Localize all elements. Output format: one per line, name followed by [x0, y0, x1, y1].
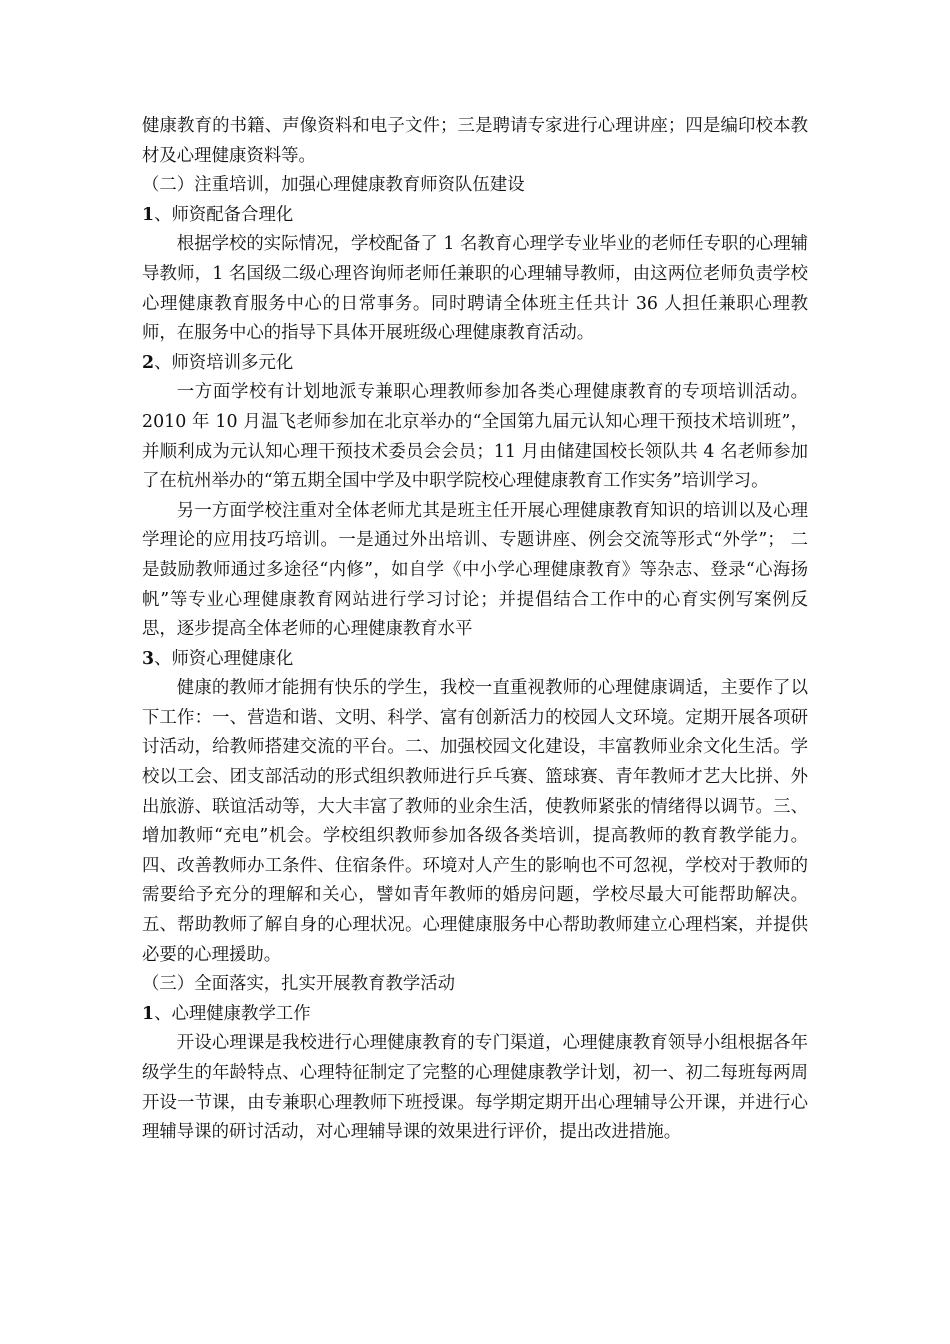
subheading-teacher-allocation [142, 201, 808, 231]
paragraph-teacher-mental-health: 健康的教师才能拥有快乐的学生，我校一直重视教师的心理健康调适，主要作了以下工作：一、营造和谐、文明、科学、富有创新活力的校园人文环境。定期开展各项研讨活动，给教师搭建交流的平台。二、加强校园文化建设，丰富教师业余文化生活。学校以工会、团支部活动的形式组织教师进行乒乓赛、篮球赛、青年教师才艺大比拼、外出旅游、联谊活动等，大大丰富了教师的业余生活，使教师紧张的情绪得以调节。三、增加教师“充电”机会。学校组织教师参加各级各类培训，提高教师的教育教学能力。四、改善教师办工条件、住宿条件。环境对人产生的影响也不可忽视，学校对于教师的需要给予充分的理解和关心，譬如青年教师的婚房问题，学校尽最大可能帮助解决。五、帮助教师了解自身的心理状况。心理健康服务中心帮助教师建立心理档案，并提供必要的心理援助。 [142, 678, 808, 965]
paragraph-training-internal: 另一方面学校注重对全体老师尤其是班主任开展心理健康教育知识的培训以及心理学理论的应用技巧培训。一是通过外出培训、专题讲座、例会交流等形式“外学”； 二是鼓励教师通过多途径“内修”，如自学《中小学心理健康教育》等杂志、登录“心海扬帆”等专业心理健康教育网站进行学习讨论；并提倡结合工作中的心育实例写案例反思，逐步提高全体老师的心理健康教育水平 [142, 500, 808, 640]
subheading-number: 2 [142, 352, 155, 373]
section-heading-2: （二）注重培训，加强心理健康教育师资队伍建设 [142, 175, 525, 196]
subheading-text: 、师资心理健康化 [154, 648, 294, 669]
subheading-teacher-mental-health [142, 645, 808, 675]
subheading-number: 1 [142, 204, 155, 225]
document-page [142, 112, 808, 1148]
section-heading-3: （三）全面落实，扎实开展教育教学活动 [142, 974, 456, 995]
subheading-text: 、师资培训多元化 [154, 352, 294, 373]
paragraph-teaching-work: 开设心理课是我校进行心理健康教育的专门渠道，心理健康教育领导小组根据各年级学生的年龄特点、心理特征制定了完整的心理健康教学计划，初一、初二每班每两周开设一节课，由专兼职心理教师下班授课。每学期定期开出心理辅导公开课，并进行心理辅导课的研讨活动，对心理辅导课的效果进行评价，提出改进措施。 [142, 1033, 808, 1143]
subheading-text: 、师资配备合理化 [154, 204, 294, 225]
paragraph-teacher-allocation: 根据学校的实际情况，学校配备了 1 名教育心理学专业毕业的老师任专职的心理辅导教师，1 名国级二级心理咨询师老师任兼职的心理辅导教师，由这两位老师负责学校心理健康教育服务中心的日常事务。同时聘请全体班主任共计 36 人担任兼职心理教师，在服务中心的指导下具体开展班级心理健康教育活动。 [142, 234, 808, 344]
subheading-text: 、心理健康教学工作 [154, 1003, 311, 1024]
paragraph-continuation: 健康教育的书籍、声像资料和电子文件；三是聘请专家进行心理讲座；四是编印校本教材及心理健康资料等。 [142, 116, 808, 166]
subheading-number: 3 [142, 648, 155, 669]
paragraph-training-external: 一方面学校有计划地派专兼职心理教师参加各类心理健康教育的专项培训活动。2010 年 10 月温飞老师参加在北京举办的“全国第九届元认知心理干预技术培训班”，并顺利成为元认知心理干预技术委员会会员；11 月由储建国校长领队共 4 名老师参加了在杭州举办的“第五期全国中学及中职学院校心理健康教育工作实务”培训学习。 [142, 382, 808, 492]
subheading-teacher-training [142, 349, 808, 379]
subheading-teaching-work [142, 1000, 808, 1030]
subheading-number: 1 [142, 1003, 155, 1024]
